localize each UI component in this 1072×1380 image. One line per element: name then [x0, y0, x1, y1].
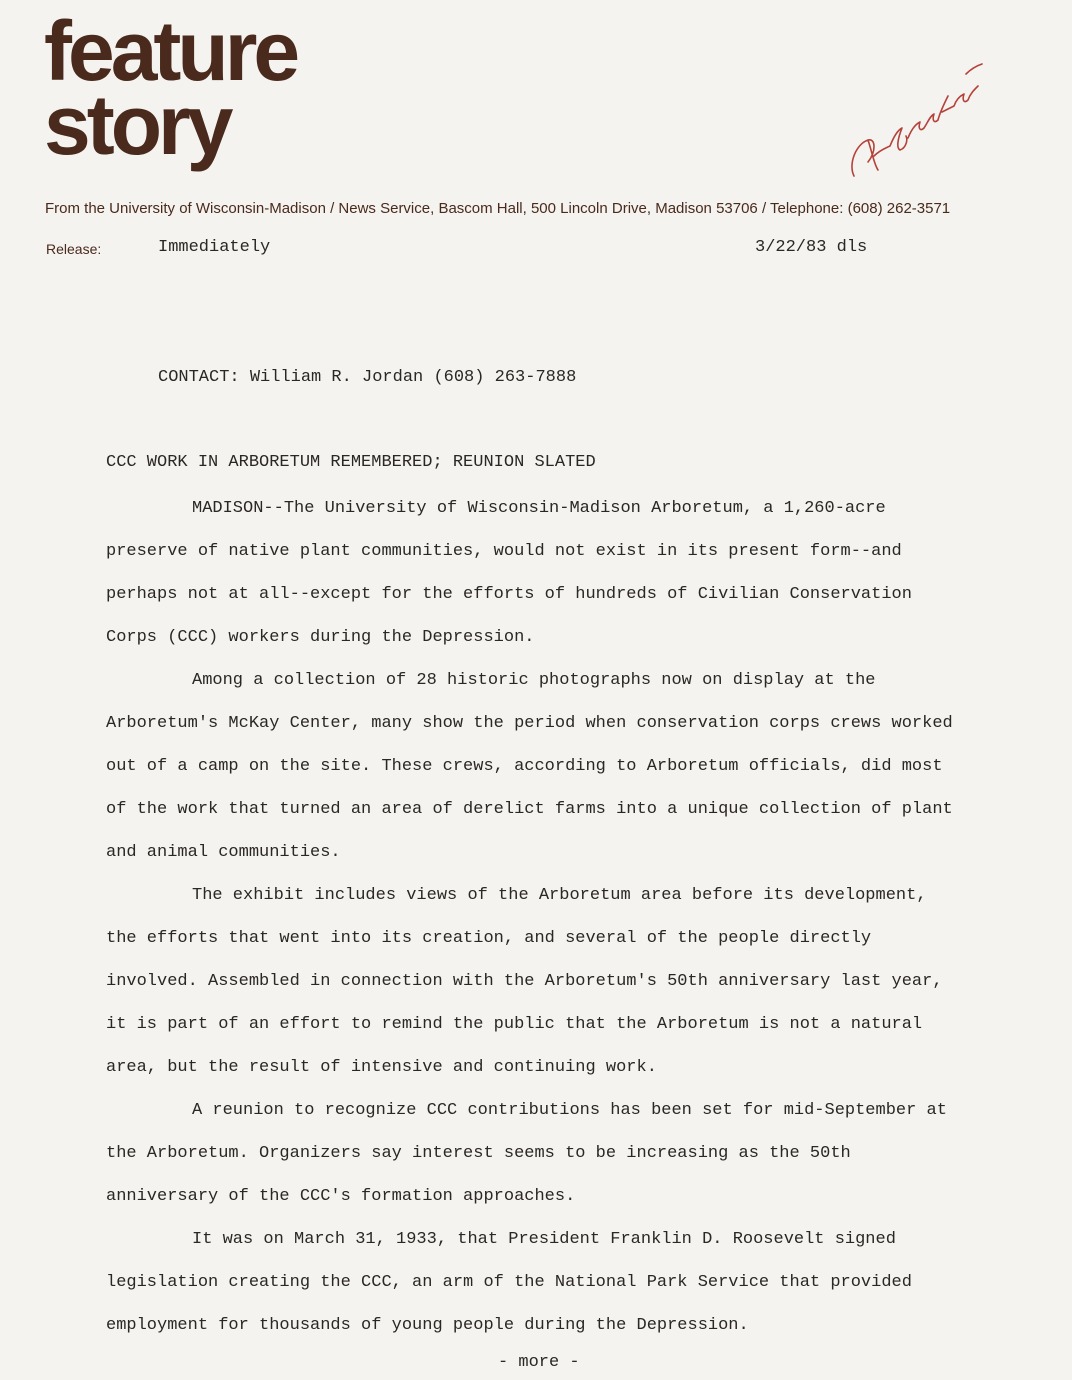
contact-line: CONTACT: William R. Jordan (608) 263-7888 [158, 368, 577, 387]
handwritten-annotation [846, 52, 986, 182]
paragraph-5: It was on March 31, 1933, that President Franklin D. Roosevelt signed legislation creating the CCC, an arm of the National Park Service that provided employment for thousands of young people during the Depression. [106, 1230, 912, 1335]
paragraph-4: A reunion to recognize CCC contributions has been set for mid-September at the Arboretum. Organizers say interest seems to be increasing as the 50th anniversary of the CCC's formation approaches. [106, 1101, 947, 1206]
release-value: Immediately [158, 238, 271, 257]
paragraph-2: Among a collection of 28 historic photographs now on display at the Arboretum's McKay Center, many show the period when conservation corps crews worked out of a camp on the site. These crews, according to Arboretum officials, did most of the work that turned an area of derelict farms into a unique collection of plant and animal communities. [106, 671, 953, 862]
more-indicator: - more - [498, 1353, 580, 1372]
release-label: Release: [46, 241, 102, 257]
headline: CCC WORK IN ARBORETUM REMEMBERED; REUNION SLATED [106, 453, 596, 472]
masthead-line-feature: feature [44, 4, 297, 98]
masthead-logo [44, 4, 297, 172]
article-body [106, 487, 1026, 1347]
date-initials: 3/22/83 dls [755, 238, 868, 257]
letterhead-from-line: From the University of Wisconsin-Madison / News Service, Bascom Hall, 500 Lincoln Drive, Madison 53706 / Telephone: (608) 262-3571 [45, 200, 951, 217]
masthead-line-story: story [44, 78, 230, 172]
paragraph-3: The exhibit includes views of the Arboretum area before its development, the efforts that went into its creation, and several of the people directly involved. Assembled in connection with the Arboretum's 50th anniversary last year, it is part of an effort to remind the public that the Arboretum is not a natural area, but the result of intensive and continuing work. [106, 886, 943, 1077]
paragraph-1: MADISON--The University of Wisconsin-Madison Arboretum, a 1,260-acre preserve of native plant communities, would not exist in its present form--and perhaps not at all--except for the efforts of hundreds of Civilian Conservation Corps (CCC) workers during the Depression. [106, 499, 912, 647]
